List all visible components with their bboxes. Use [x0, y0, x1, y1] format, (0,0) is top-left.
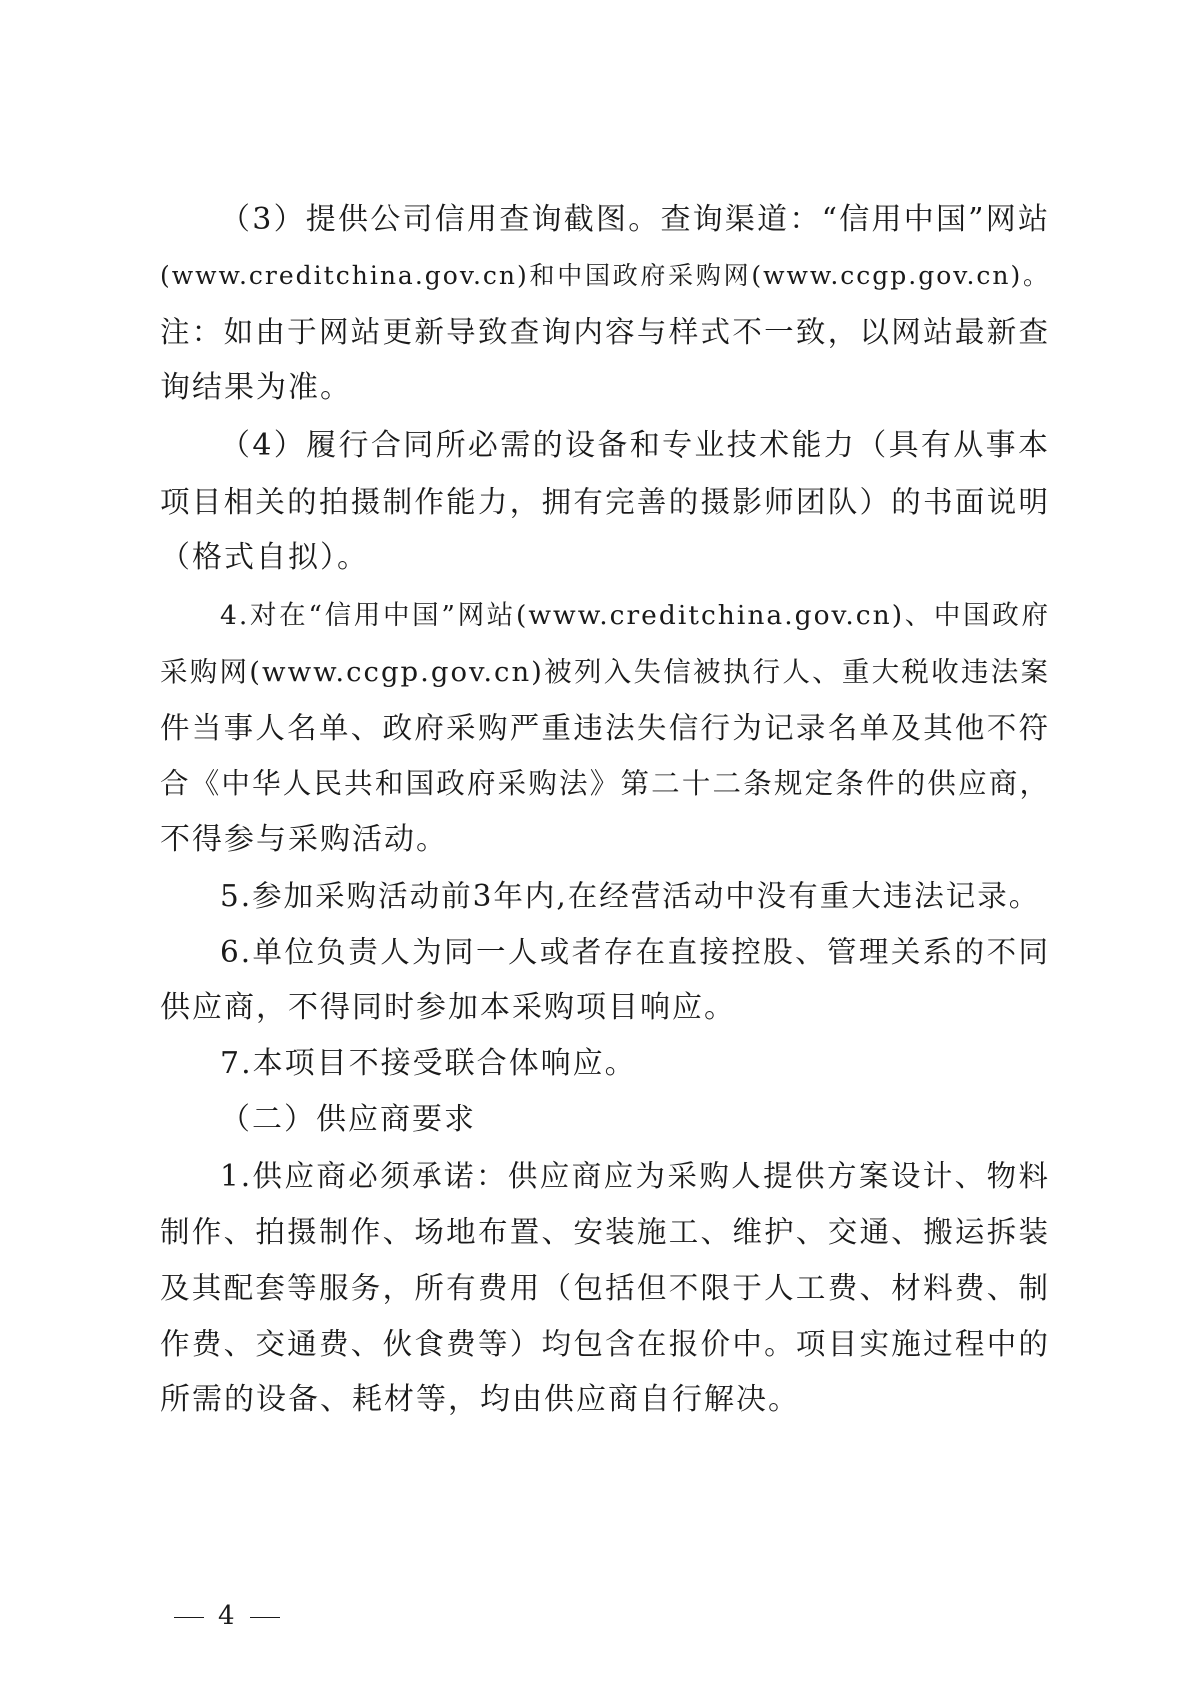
paragraph-line: 5.参加采购活动前3年内,在经营活动中没有重大违法记录。: [220, 879, 1041, 913]
paragraph-line: 注：如由于网站更新导致查询内容与样式不一致，以网站最新查: [160, 315, 1050, 349]
page-number: 4: [218, 1601, 236, 1631]
section-heading: （二）供应商要求: [220, 1102, 476, 1137]
paragraph-line: 件当事人名单、政府采购严重违法失信行为记录名单及其他不符: [160, 711, 1050, 745]
paragraph-line: 询结果为准。: [160, 370, 352, 405]
paragraph-line: 合《中华人民共和国政府采购法》第二十二条规定条件的供应商，: [160, 767, 1050, 800]
paragraph-line: （4）履行合同所必需的设备和专业技术能力（具有从事本: [220, 428, 1050, 463]
paragraph-line: 4.对在“信用中国”网站(www.creditchina.gov.cn)、中国政府: [220, 600, 1050, 631]
paragraph-line: 不得参与采购活动。: [160, 822, 448, 857]
paragraph-line: 7.本项目不接受联合体响应。: [220, 1046, 637, 1081]
paragraph-line: （3）提供公司信用查询截图。查询渠道：“信用中国”网站: [220, 202, 1050, 237]
footer-dash-left: [174, 1617, 204, 1618]
paragraph-line: 作费、交通费、伙食费等）均包含在报价中。项目实施过程中的: [160, 1327, 1050, 1361]
paragraph-line: 制作、拍摄制作、场地布置、安装施工、维护、交通、搬运拆装: [160, 1215, 1050, 1249]
paragraph-line: 所需的设备、耗材等，均由供应商自行解决。: [160, 1382, 800, 1417]
paragraph-line: 1.供应商必须承诺：供应商应为采购人提供方案设计、物料: [220, 1159, 1050, 1193]
paragraph-line: 采购网(www.ccgp.gov.cn)被列入失信被执行人、重大税收违法案: [160, 656, 1050, 688]
footer-dash-right: [250, 1617, 280, 1618]
paragraph-line: 供应商，不得同时参加本采购项目响应。: [160, 990, 736, 1025]
paragraph-line: 项目相关的拍摄制作能力，拥有完善的摄影师团队）的书面说明: [160, 485, 1050, 519]
page-footer: [160, 1598, 294, 1634]
paragraph-line: (www.creditchina.gov.cn)和中国政府采购网(www.ccgp.gov.cn)。: [160, 261, 1050, 290]
paragraph-line: （格式自拟）。: [160, 540, 369, 575]
paragraph-line: 6.单位负责人为同一人或者存在直接控股、管理关系的不同: [220, 935, 1050, 969]
paragraph-line: 及其配套等服务，所有费用（包括但不限于人工费、材料费、制: [160, 1271, 1050, 1305]
